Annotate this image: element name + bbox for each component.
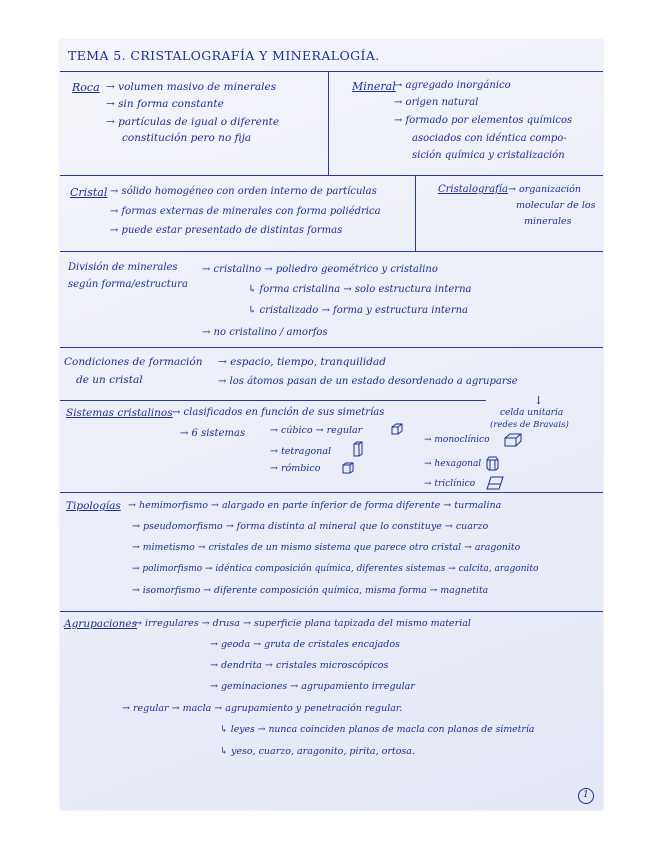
rule-line	[60, 251, 603, 252]
division-label: según forma/estructura	[68, 279, 188, 290]
condiciones-label: de un cristal	[76, 374, 143, 386]
agrupaciones-line: → geoda → gruta de cristales encajados	[210, 639, 400, 650]
condiciones-note: (redes de Bravais)	[490, 420, 569, 430]
hexagonal-crystal-icon	[486, 456, 499, 471]
sistemas-line: → 6 sistemas	[180, 428, 246, 439]
condiciones-line: → espacio, tiempo, tranquilidad	[218, 356, 386, 368]
sistema-triclinico: → triclínico	[424, 479, 476, 489]
sistemas-line: → clasificados en función de sus simetrías	[172, 407, 385, 418]
sistema-hexagonal: → hexagonal	[424, 459, 482, 469]
tipologias-line: → isomorfismo → diferente composición química, misma forma → magnetita	[132, 585, 489, 596]
rule-line	[60, 71, 603, 72]
rule-line	[60, 175, 603, 176]
division-line: → cristalino → poliedro geométrico y cristalino	[202, 264, 438, 275]
division-label: División de minerales	[68, 262, 178, 273]
agrupaciones-line: → regular → macla → agrupamiento y penetración regular.	[122, 703, 403, 714]
sistema-monoclinico: → monoclínico	[424, 435, 490, 445]
mineral-line: → formado por elementos químicos	[394, 115, 573, 126]
tipologias-line: → hemimorfismo → alargado en parte inferior de forma diferente → turmalina	[128, 500, 502, 511]
cristalografia-line: → organización	[508, 184, 582, 195]
mineral-line: asociados con idéntica compo-	[412, 133, 567, 144]
condiciones-line: → los átomos pasan de un estado desordenado a agruparse	[218, 376, 518, 387]
rule-line	[60, 492, 603, 493]
sistemas-label: Sistemas cristalinos	[66, 407, 173, 419]
cristalografia-line: minerales	[524, 216, 572, 227]
division-line: → no cristalino / amorfos	[202, 327, 328, 338]
division-line: ↳ cristalizado → forma y estructura interna	[248, 305, 469, 316]
tipologias-line: → mimetismo → cristales de un mismo sistema que parece otro cristal → aragonito	[132, 542, 521, 553]
cristal-label: Cristal	[70, 186, 108, 199]
cristalografia-label: Cristalografía	[438, 184, 508, 195]
roca-line: → sin forma constante	[106, 98, 224, 110]
condiciones-label: Condiciones de formación	[64, 356, 203, 368]
roca-line: constitución pero no fija	[122, 132, 252, 144]
tetragonal-crystal-icon	[352, 440, 364, 458]
cristal-line: → puede estar presentado de distintas formas	[110, 225, 343, 236]
tipologias-line: → pseudomorfismo → forma distinta al mineral que lo constituye → cuarzo	[132, 521, 489, 532]
roca-label: Roca	[72, 81, 100, 94]
agrupaciones-line: → geminaciones → agrupamiento irregular	[210, 681, 415, 692]
rule-line	[60, 611, 603, 612]
page-title: TEMA 5. CRISTALOGRAFÍA Y MINERALOGÍA.	[68, 48, 380, 63]
page-number: 1	[583, 790, 589, 800]
monoclinic-crystal-icon	[504, 433, 522, 447]
page-number-circle	[578, 788, 594, 804]
cristal-line: → formas externas de minerales con forma poliédrica	[110, 206, 381, 217]
arrow-down-icon: ↓	[534, 394, 544, 407]
cristal-line: → sólido homogéneo con orden interno de partículas	[110, 186, 377, 197]
tipologias-line: → polimorfismo → idéntica composición química, diferentes sistemas → calcita, aragonito	[132, 564, 539, 574]
agrupaciones-label: Agrupaciones	[64, 618, 137, 630]
cristalografia-line: molecular de los	[516, 200, 596, 211]
condiciones-note: celda unitaria	[500, 408, 564, 418]
column-divider	[415, 175, 416, 251]
agrupaciones-line: ↳ yeso, cuarzo, aragonito, pirita, ortosa.	[220, 746, 415, 757]
mineral-line: → agregado inorgánico	[394, 80, 511, 91]
sistema-tetragonal: → tetragonal	[270, 446, 332, 457]
division-line: ↳ forma cristalina → solo estructura interna	[248, 284, 472, 295]
agrupaciones-line: → irregulares → drusa → superficie plana tapizada del mismo material	[134, 618, 471, 629]
cube-crystal-icon	[390, 422, 404, 436]
tipologias-label: Tipologías	[66, 500, 121, 512]
mineral-label: Mineral	[352, 80, 396, 93]
sistema-cubico: → cúbico → regular	[270, 425, 363, 436]
roca-line: → partículas de igual o diferente	[106, 116, 280, 128]
rule-line	[60, 400, 486, 401]
rombico-crystal-icon	[342, 462, 354, 474]
roca-line: → volumen masivo de minerales	[106, 81, 277, 93]
mineral-line: → origen natural	[394, 97, 479, 108]
column-divider	[328, 71, 329, 175]
mineral-line: sición química y cristalización	[412, 150, 565, 161]
notebook-page	[60, 40, 603, 810]
sistema-rombico: → rómbico	[270, 463, 321, 474]
agrupaciones-line: ↳ leyes → nunca coinciden planos de macla con planos de simetría	[220, 724, 535, 735]
triclinic-crystal-icon	[486, 476, 504, 490]
agrupaciones-line: → dendrita → cristales microscópicos	[210, 660, 389, 671]
rule-line	[60, 347, 603, 348]
